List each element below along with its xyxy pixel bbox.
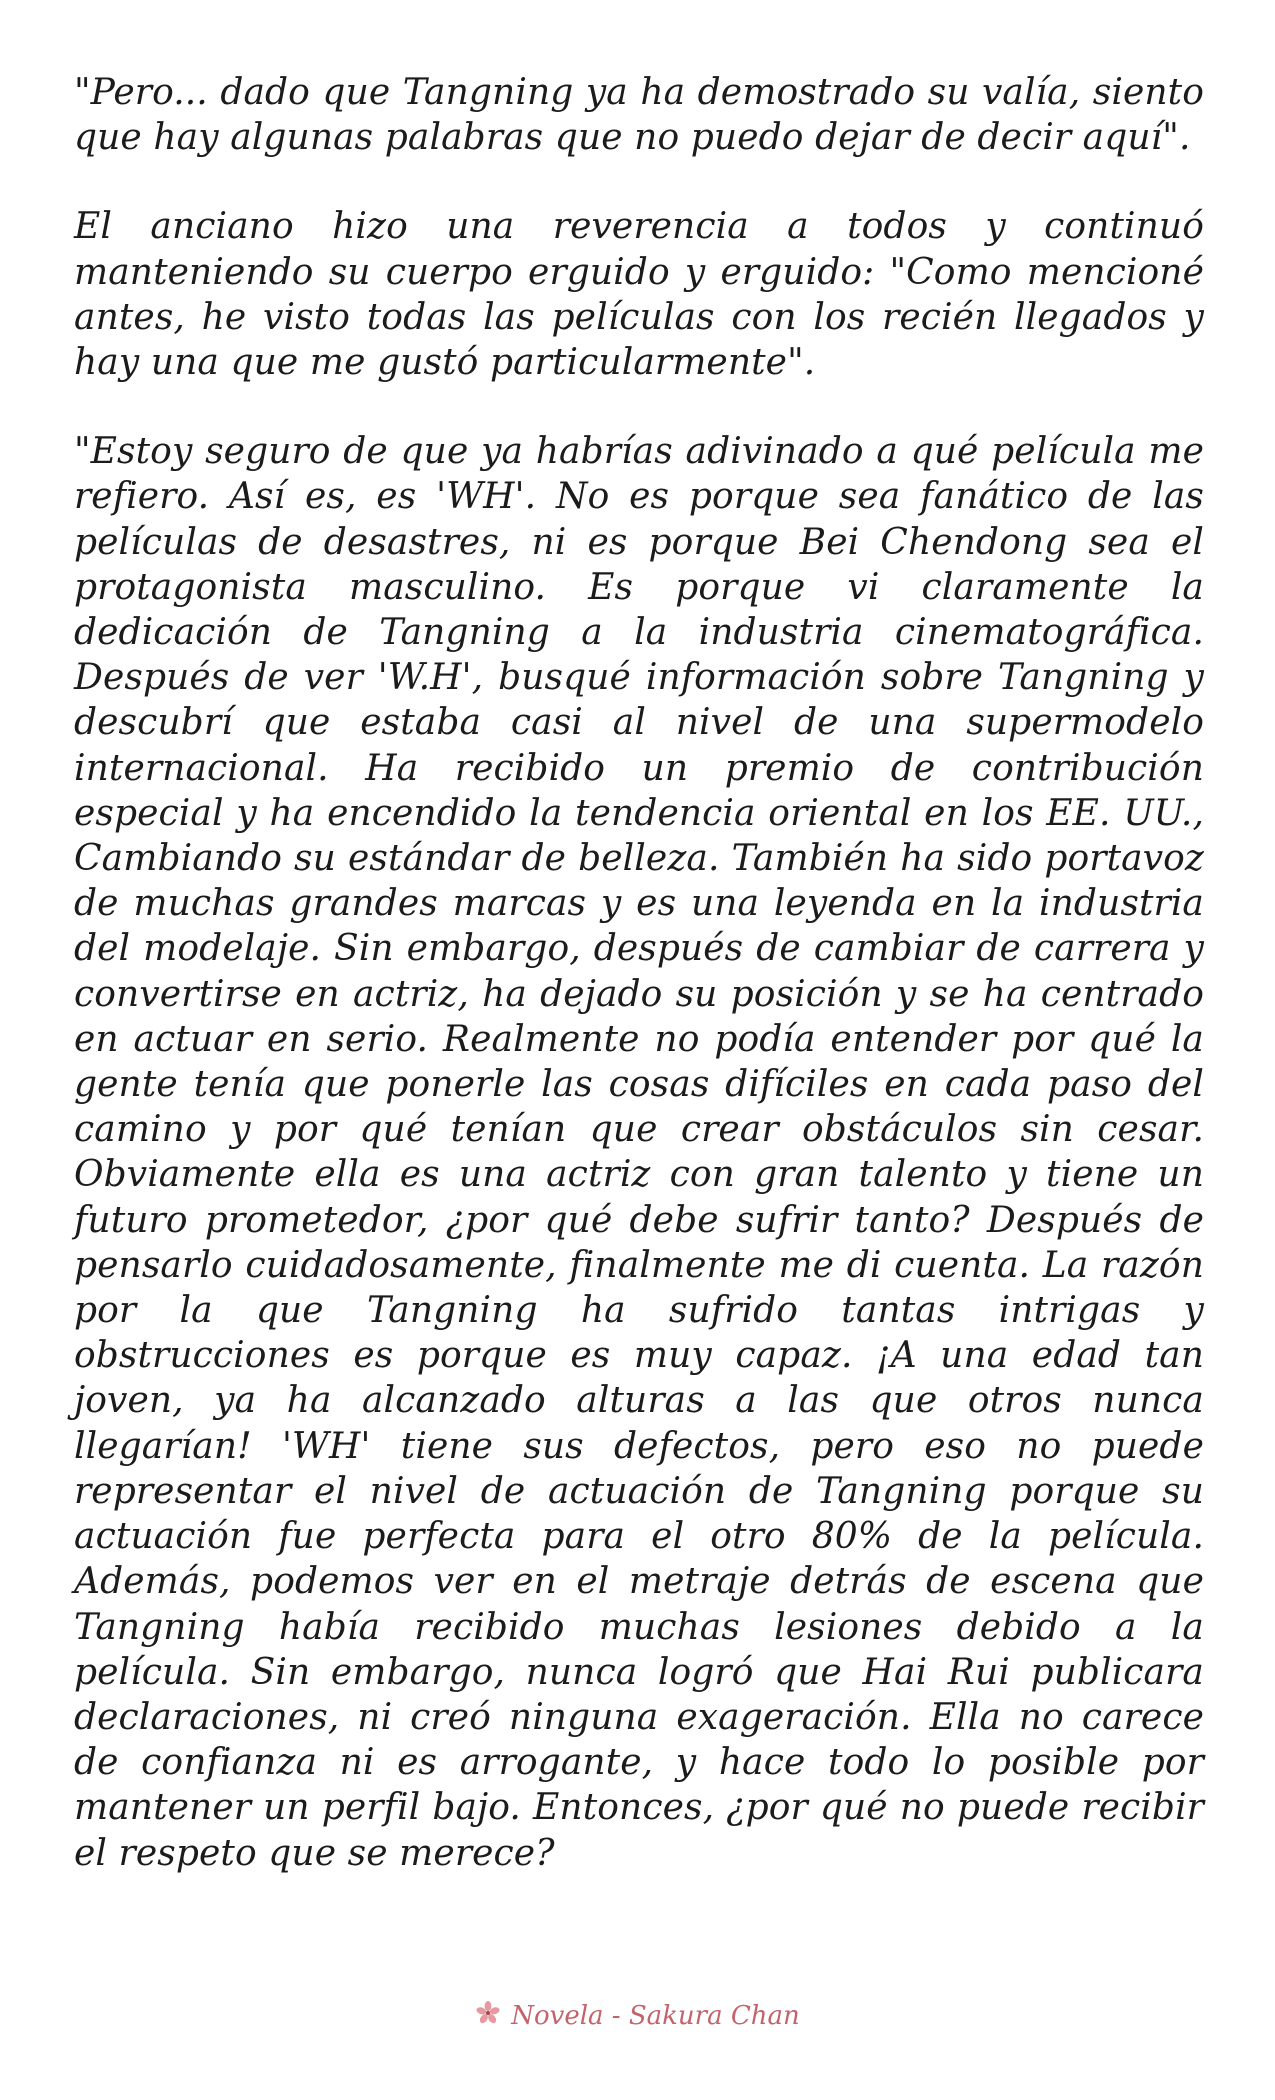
watermark [0,2000,1275,2033]
paragraph-3: "Estoy seguro de que ya habrías adivinado a qué película me refiero. Así es, es 'WH'. No es porque sea fanático de las películas de desastres, ni es porque Bei Chendong sea el protagonista masculino. Es porque vi claramente la dedicación de Tangning a la industria cinematográfica. Después de ver 'W.H', busqué información sobre Tangning y descubrí que estaba casi al nivel de una supermodelo internacional. Ha recibido un premio de contribución especial y ha encendido la tendencia oriental en los EE. UU., Cambiando su estándar de belleza. También ha sido portavoz de muchas grandes marcas y es una leyenda en la industria del modelaje. Sin embargo, después de cambiar de carrera y convertirse en actriz, ha dejado su posición y se ha centrado en actuar en serio. Realmente no podía entender por qué la gente tenía que ponerle las cosas difíciles en cada paso del camino y por qué tenían que crear obstáculos sin cesar. Obviamente ella es una actriz con gran talento y tiene un futuro prometedor, ¿por qué debe sufrir tanto? Después de pensarlo cuidadosamente, finalmente me di cuenta. La razón por la que Tangning ha sufrido tantas intrigas y obstrucciones es porque es muy capaz. ¡A una edad tan joven, ya ha alcanzado alturas a las que otros nunca llegarían! 'WH' tiene sus defectos, pero eso no puede representar el nivel de actuación de Tangning porque su actuación fue perfecta para el otro 80% de la película. Además, podemos ver en el metraje detrás de escena que Tangning había recibido muchas lesiones debido a la película. Sin embargo, nunca logró que Hai Rui publicara declaraciones, ni creó ninguna exageración. Ella no carece de confianza ni es arrogante, y hace todo lo posible por mantener un perfil bajo. Entonces, ¿por qué no puede recibir el respeto que se merece? [74,431,1204,1874]
paragraph-2: El anciano hizo una reverencia a todos y continuó manteniendo su cuerpo erguido y erguido: "Como mencioné antes, he visto todas las películas con los recién llegados y hay una que me gustó particularmente". [74,206,1204,384]
paragraph-1: "Pero... dado que Tangning ya ha demostrado su valía, siento que hay algunas palabras que no puedo dejar de decir aquí". [74,72,1204,159]
sakura-flower-icon [475,2000,501,2033]
document-body [74,70,1204,1920]
watermark-text: Novela - Sakura Chan [511,2001,800,2031]
